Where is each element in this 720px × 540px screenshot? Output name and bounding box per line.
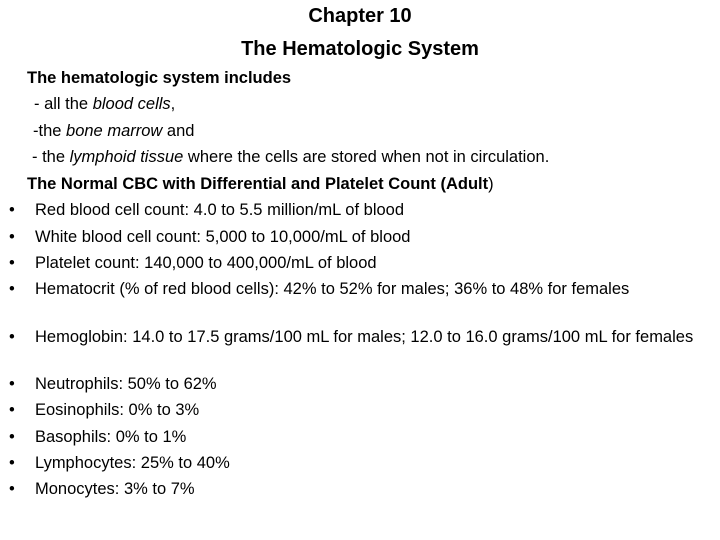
bullet-icon: •	[9, 454, 15, 472]
chapter-title: Chapter 10	[308, 5, 412, 27]
bullet-icon: •	[9, 480, 15, 498]
bullet-icon: •	[9, 401, 15, 419]
cbc-item-text: Platelet count: 140,000 to 400,000/mL of blood	[35, 254, 377, 272]
bullet-icon: •	[9, 280, 15, 298]
bullet-icon: •	[9, 201, 15, 219]
chapter-subtitle: The Hematologic System	[241, 38, 479, 60]
cbc-item-text: Hematocrit (% of red blood cells): 42% to 52% for males; 36% to 48% for females	[35, 280, 630, 298]
bullet-icon: •	[9, 228, 15, 246]
intro-item: - all the blood cells,	[34, 95, 176, 113]
cbc-heading: The Normal CBC with Differential and Platelet Count (Adult)	[27, 175, 494, 193]
cbc-item-text: Basophils: 0% to 1%	[35, 428, 187, 446]
intro-item: - the lymphoid tissue where the cells are stored when not in circulation.	[32, 148, 550, 166]
cbc-item-text: Neutrophils: 50% to 62%	[35, 375, 217, 393]
cbc-item-text: Red blood cell count: 4.0 to 5.5 million/mL of blood	[35, 201, 405, 219]
bullet-icon: •	[9, 328, 15, 346]
bullet-icon: •	[9, 428, 15, 446]
cbc-item-text: White blood cell count: 5,000 to 10,000/mL of blood	[35, 228, 411, 246]
bullet-icon: •	[9, 254, 15, 272]
cbc-item-text: Lymphocytes: 25% to 40%	[35, 454, 230, 472]
cbc-item-text: Monocytes: 3% to 7%	[35, 480, 195, 498]
bullet-icon: •	[9, 375, 15, 393]
intro-heading: The hematologic system includes	[27, 69, 292, 87]
intro-item: -the bone marrow and	[33, 122, 195, 140]
cbc-item-text: Eosinophils: 0% to 3%	[35, 401, 200, 419]
cbc-item-text: Hemoglobin: 14.0 to 17.5 grams/100 mL for males; 12.0 to 16.0 grams/100 mL for females	[35, 328, 694, 346]
